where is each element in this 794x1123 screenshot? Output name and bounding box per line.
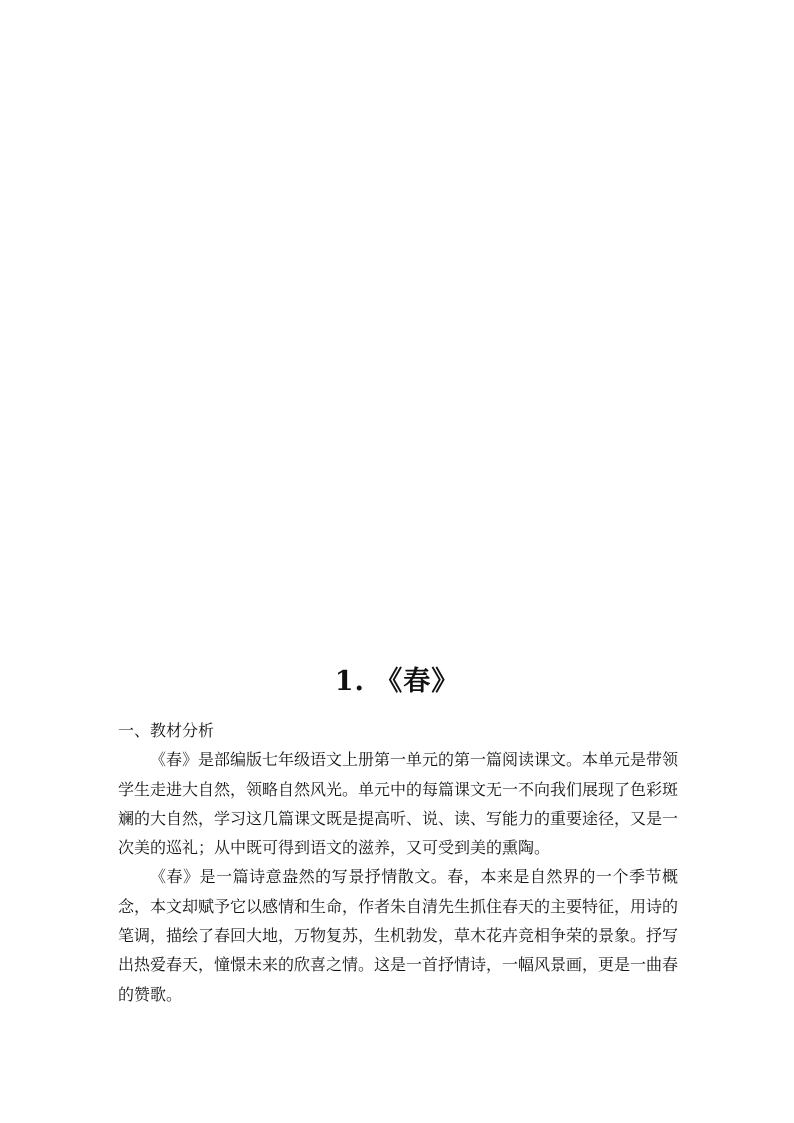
- document-body: [118, 716, 678, 1009]
- document-title: 1. 《春》: [334, 666, 460, 697]
- body-paragraph-1: 《春》是部编版七年级语文上册第一单元的第一篇阅读课文。本单元是带领学生走进大自然，领略自然风光。单元中的每篇课文无一不向我们展现了色彩斑斓的大自然，学习这几篇课文既是提高听、说、读、写能力的重要途径，又是一次美的巡礼；从中既可得到语文的滋养，又可受到美的熏陶。: [118, 750, 679, 858]
- section-heading: 一、教材分析: [118, 721, 215, 740]
- body-paragraph-2: 《春》是一篇诗意盎然的写景抒情散文。春，本来是自然界的一个季节概念，本文却赋予它以感情和生命，作者朱自清先生抓住春天的主要特征，用诗的笔调，描绘了春回大地，万物复苏，生机勃发，草木花卉竞相争荣的景象。抒写出热爱春天，憧憬未来的欣喜之情。这是一首抒情诗，一幅风景画，更是一曲春的赞歌。: [118, 867, 679, 1004]
